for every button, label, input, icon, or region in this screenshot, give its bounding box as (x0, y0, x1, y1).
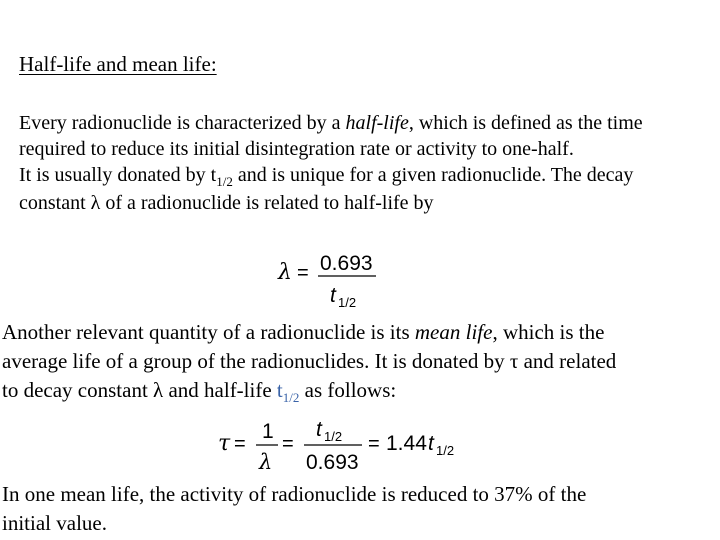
eq2-num-2-t: t (316, 418, 322, 441)
conclusion-paragraph (2, 480, 718, 538)
para3-line-1: In one mean life, the activity of radionuclide is reduced to 37% of the (2, 482, 587, 506)
eq2-den-2: 0.693 (306, 451, 359, 474)
para3-line-2: initial value. (2, 511, 107, 535)
para1-text: Every radionuclide is characterized by a (19, 112, 346, 134)
eq2-tau: τ (218, 431, 231, 456)
eq1-lambda: λ (278, 260, 292, 285)
para1-text: , which is defined as the time (408, 112, 643, 134)
para2-text: , which is the (492, 320, 605, 344)
mean-life-paragraph (2, 318, 718, 407)
para1-line-4: constant λ of a radionuclide is related to half-life by (19, 192, 434, 214)
eq2-num-2-sub: 1/2 (324, 429, 343, 444)
subscript: 1/2 (282, 390, 300, 405)
eq2-equals-3: = (368, 433, 380, 455)
eq2-rhs-sub: 1/2 (436, 443, 455, 458)
subscript: 1/2 (216, 174, 233, 189)
eq1-equals: = (297, 262, 309, 284)
half-life-term: half-life (345, 112, 409, 134)
eq2-equals-2: = (282, 433, 294, 455)
decay-constant-equation (270, 244, 390, 314)
para2-text: to decay constant λ and half-life (2, 378, 277, 402)
mean-life-equation (210, 412, 470, 476)
eq1-denominator-sub: 1/2 (338, 295, 357, 310)
para2-text: as follows: (299, 378, 397, 402)
eq2-coefficient: 1.44 (386, 432, 427, 455)
eq2-den-1: λ (259, 450, 273, 474)
mean-life-term: mean life (414, 320, 493, 344)
para1-text: and is unique for a given radionuclide. The decay (232, 164, 634, 186)
para1-line-1 (19, 110, 719, 136)
para2-line-3 (2, 376, 718, 407)
para1-text: It is usually donated by t (19, 164, 217, 186)
para1-line-3 (19, 162, 719, 190)
para2-line-2: average life of a group of the radionuclides. It is donated by τ and related (2, 349, 617, 373)
para2-line-1 (2, 318, 718, 347)
eq1-denominator-t: t (330, 284, 336, 307)
page-title: Half-life and mean life: (19, 52, 217, 76)
eq2-equals-1: = (234, 433, 246, 455)
para2-text: Another relevant quantity of a radionuclide is its (2, 320, 415, 344)
eq2-rhs-t: t (428, 432, 434, 455)
para1-line-2: required to reduce its initial disintegration rate or activity to one-half. (19, 138, 574, 160)
half-life-symbol: t (276, 378, 283, 402)
eq1-numerator: 0.693 (320, 252, 373, 275)
half-life-paragraph (19, 110, 719, 216)
eq2-num-1: 1 (262, 420, 274, 443)
